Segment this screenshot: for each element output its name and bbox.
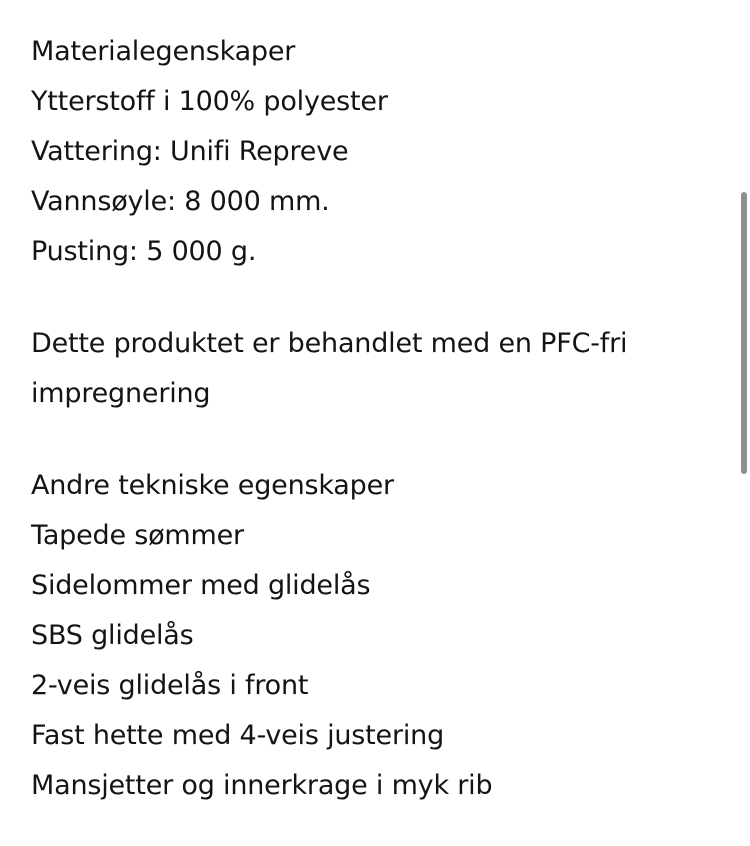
section-spacer [31, 277, 721, 319]
section-spacer [31, 419, 721, 461]
material-heading: Materialegenskaper [31, 36, 296, 67]
material-line: Ytterstoff i 100% polyester [31, 86, 388, 117]
technical-line: Tapede sømmer [31, 520, 244, 551]
treatment-line: Dette produktet er behandlet med en PFC-fri [31, 328, 628, 359]
description-content [31, 27, 721, 811]
technical-line: Mansjetter og innerkrage i myk rib [31, 770, 493, 801]
treatment-section [31, 319, 721, 419]
scrollbar-thumb[interactable] [741, 192, 747, 474]
material-section [31, 27, 721, 277]
material-line: Vattering: Unifi Repreve [31, 136, 349, 167]
material-line: Pusting: 5 000 g. [31, 236, 257, 267]
technical-line: Sidelommer med glidelås [31, 570, 371, 601]
material-line: Vannsøyle: 8 000 mm. [31, 186, 330, 217]
technical-heading: Andre tekniske egenskaper [31, 470, 394, 501]
technical-line: 2-veis glidelås i front [31, 670, 309, 701]
treatment-line: impregnering [31, 378, 211, 409]
vertical-scrollbar[interactable] [738, 0, 750, 846]
technical-line: SBS glidelås [31, 620, 194, 651]
technical-section [31, 461, 721, 811]
technical-line: Fast hette med 4-veis justering [31, 720, 445, 751]
